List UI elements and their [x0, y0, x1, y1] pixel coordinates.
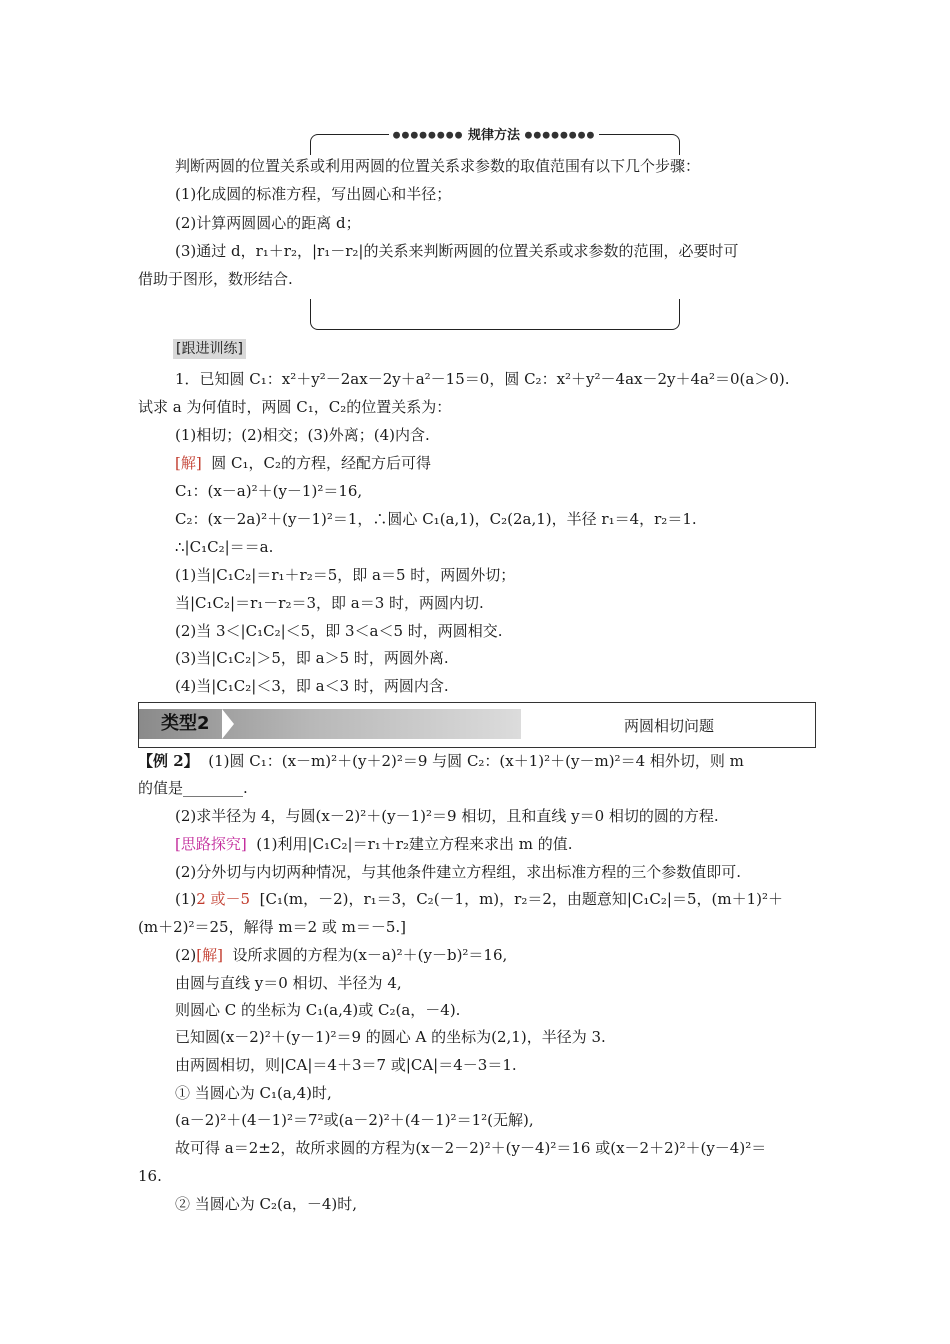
type-header-bar: [138, 702, 816, 748]
idea-tag: [思路探究]: [175, 835, 247, 853]
answer1-value: 2 或－5: [196, 890, 251, 908]
training-line-1: 1．已知圆 C₁：x²＋y²－2ax－2y＋a²－15＝0，圆 C₂：x²＋y²－4ax－2y＋4a²＝0(a＞0).: [175, 370, 790, 388]
answer2-line-8: 故可得 a＝2±2，故所求圆的方程为(x－2－2)²＋(y－4)²＝16 或(x－2＋2)²＋(y－4)²＝: [175, 1139, 767, 1157]
idea-line-2: (2)分外切与内切两种情况，与其他条件建立方程组，求出标准方程的三个参数值即可.: [175, 863, 742, 881]
training-solve-line: [175, 452, 855, 474]
answer2-line-3: 则圆心 C 的坐标为 C₁(a,4)或 C₂(a，－4).: [175, 1001, 461, 1019]
answer2-line-5: 由两圆相切，则|CA|＝4＋3＝7 或|CA|＝4－3＝1.: [175, 1056, 517, 1074]
training-line-5: C₁：(x－a)²＋(y－1)²＝16,: [175, 482, 363, 500]
answer1-rest: [C₁(m，－2)，r₁＝3，C₂(－1，m)，r₂＝2，由题意知|C₁C₂|＝5，(m＋1)²＋: [259, 890, 784, 908]
answer2-line-7: (a－2)²＋(4－1)²＝7²或(a－2)²＋(4－1)²＝1²(无解),: [175, 1111, 534, 1129]
method-line-5: 借助于图形，数形结合.: [138, 270, 293, 288]
training-line-7: ∴|C₁C₂|＝＝a.: [175, 538, 274, 556]
example-q1a: (1)圆 C₁：(x－m)²＋(y＋2)²＝9 与圆 C₂：(x＋1)²＋(y－m)²＝4 相外切，则 m: [208, 752, 744, 770]
solve-tag: [解]: [175, 454, 202, 472]
answer2-line-6: ① 当圆心为 C₁(a,4)时,: [175, 1084, 332, 1102]
training-line-2: 试求 a 为何值时，两圆 C₁，C₂的位置关系为：: [138, 398, 452, 416]
answer1-prefix: (1): [175, 890, 197, 908]
answer1-cont: (m＋2)²＝25，解得 m＝2 或 m＝－5.]: [138, 918, 407, 936]
answer2-tag: [解]: [196, 946, 223, 964]
method-title: 规律方法: [467, 128, 520, 143]
answer2-first: 设所求圆的方程为(x－a)²＋(y－b)²＝16,: [232, 946, 508, 964]
idea-line-1: [175, 833, 855, 855]
answer2-cont: 16.: [138, 1167, 162, 1185]
type-title: 两圆相切问题: [623, 717, 714, 735]
type-header-arrow: [222, 709, 234, 739]
training-tag: [跟进训练]: [173, 339, 246, 359]
example-q1b: 的值是________.: [138, 779, 248, 797]
training-line-3: (1)相切；(2)相交；(3)外离；(4)内含.: [175, 426, 430, 444]
training-line-10: (2)当 3＜|C₁C₂|＜5，即 3＜a＜5 时，两圆相交.: [175, 622, 503, 640]
training-line-12: (4)当|C₁C₂|＜3，即 a＜3 时，两圆内含.: [175, 677, 449, 695]
answer2-prefix: (2): [175, 946, 197, 964]
example-q1-line: [138, 750, 818, 772]
method-box-bottom-frame: [310, 299, 680, 330]
answer2-line-2: 由圆与直线 y＝0 相切、半径为 4,: [175, 974, 402, 992]
answer2-last: ② 当圆心为 C₂(a，－4)时,: [175, 1195, 357, 1213]
training-line-8: (1)当|C₁C₂|＝r₁＋r₂＝5，即 a＝5 时，两圆外切；: [175, 566, 516, 584]
method-line-2: (1)化成圆的标准方程，写出圆心和半径；: [175, 185, 452, 203]
method-line-1: 判断两圆的位置关系或利用两圆的位置关系求参数的取值范围有以下几个步骤：: [175, 157, 701, 175]
method-line-4: (3)通过 d，r₁＋r₂，|r₁－r₂|的关系来判断两圆的位置关系或求参数的范围，必要时可: [175, 242, 739, 260]
answer2-line-4: 已知圆(x－2)²＋(y－1)²＝9 的圆心 A 的坐标为(2,1)，半径为 3.: [175, 1028, 606, 1046]
answer2-line: [175, 944, 855, 966]
method-line-3: (2)计算两圆圆心的距离 d；: [175, 214, 361, 232]
method-title-row: ●●●●●●●● 规律方法 ●●●●●●●●: [310, 124, 678, 143]
training-line-6: C₂：(x－2a)²＋(y－1)²＝1，∴圆心 C₁(a,1)，C₂(2a,1)，半径 r₁＝4，r₂＝1.: [175, 510, 697, 528]
example-tag: 【例 2】: [138, 752, 199, 770]
idea-text-1: (1)利用|C₁C₂|＝r₁＋r₂建立方程来求出 m 的值.: [256, 835, 573, 853]
answer1-line: [175, 888, 855, 910]
solve-text: 圆 C₁，C₂的方程，经配方后可得: [211, 454, 432, 472]
example-q2: (2)求半径为 4，与圆(x－2)²＋(y－1)²＝9 相切，且和直线 y＝0 相切的圆的方程.: [175, 807, 719, 825]
training-line-9: 当|C₁C₂|＝r₁－r₂＝3，即 a＝3 时，两圆内切.: [175, 594, 484, 612]
training-line-11: (3)当|C₁C₂|＞5，即 a＞5 时，两圆外离.: [175, 649, 449, 667]
type-label: 类型2: [161, 713, 210, 734]
